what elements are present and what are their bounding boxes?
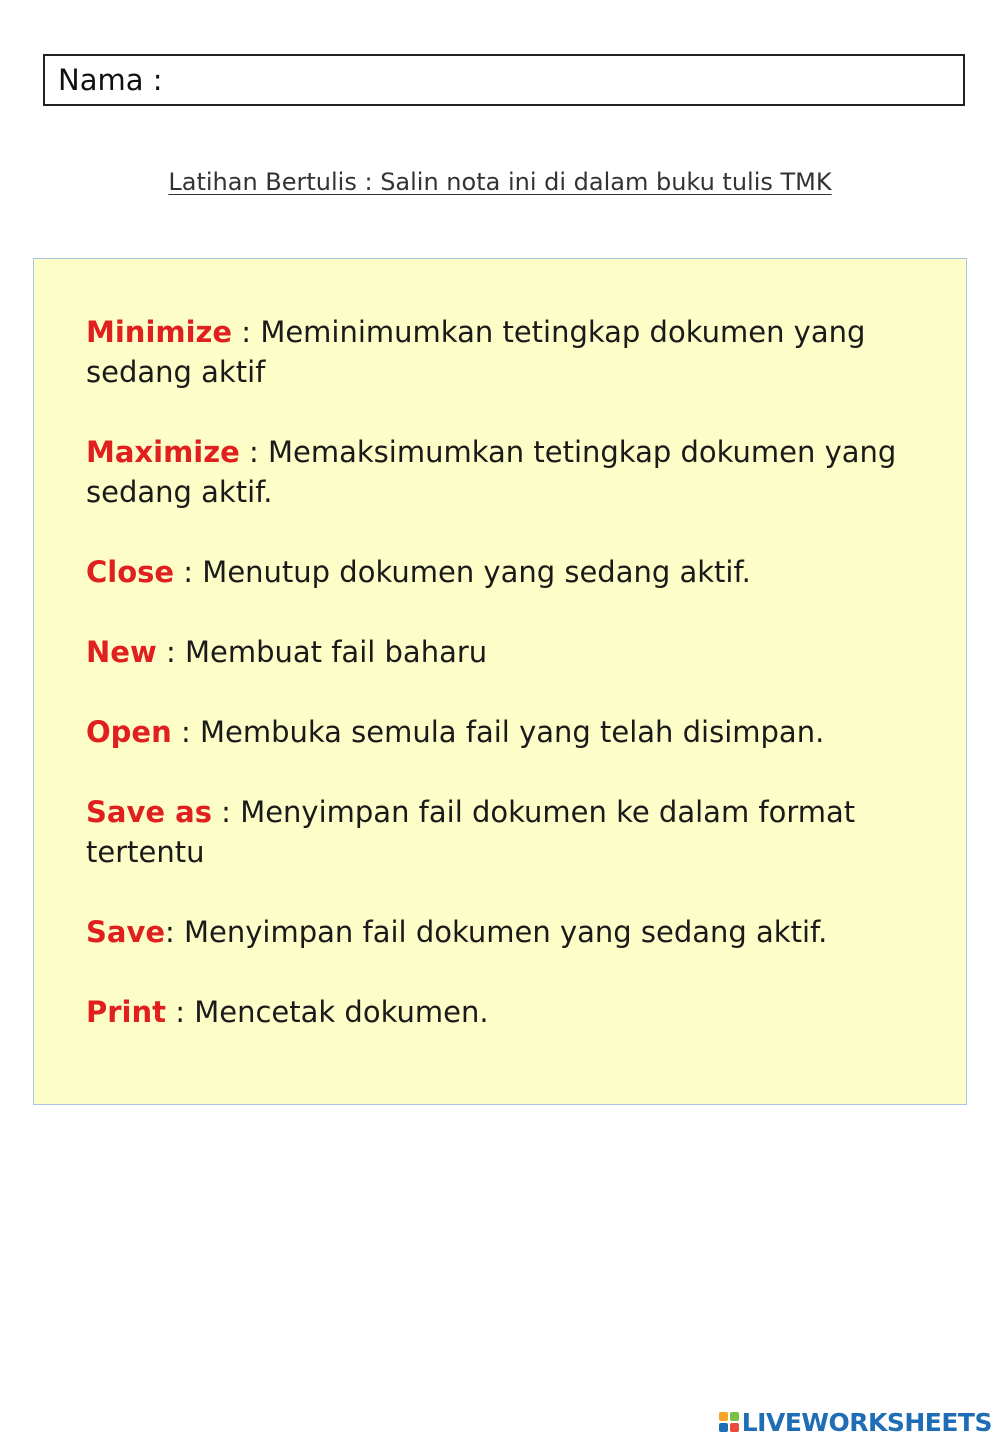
note-description: Menutup dokumen yang sedang aktif. [202,555,751,589]
note-term: Print [86,995,167,1029]
note-description: Membuat fail baharu [184,635,488,669]
note-separator: : [156,635,185,669]
note-minimize [86,312,936,392]
notes-panel [33,258,967,1105]
note-term: Open [86,715,172,749]
note-print [86,992,936,1032]
note-separator: : [165,915,185,949]
note-save [86,912,936,952]
note-description: Mencetak dokumen. [194,995,489,1029]
note-description: Membuka semula fail yang telah disimpan. [199,715,825,749]
name-label: Nama : [58,63,163,97]
note-separator: : [166,995,195,1029]
note-description: Memaksimumkan tetingkap dokumen yang sedang aktif. [86,435,897,509]
note-open [86,712,936,752]
note-term: New [86,635,157,669]
note-save-as [86,792,936,872]
note-term: Close [86,555,175,589]
note-new [86,632,936,672]
logo-text: LIVEWORKSHEETS [741,1407,992,1437]
liveworksheets-logo-icon [719,1412,739,1432]
note-description: Meminimumkan tetingkap dokumen yang sedang aktif [86,315,866,389]
note-term: Save as [86,795,212,829]
note-description: Menyimpan fail dokumen ke dalam format tertentu [86,795,856,869]
note-term: Save [86,915,166,949]
instruction-title: Latihan Bertulis : Salin nota ini di dalam buku tulis TMK [168,168,832,196]
name-field[interactable] [43,54,965,106]
note-separator: : [174,555,203,589]
note-term: Minimize [86,315,233,349]
note-separator: : [232,315,261,349]
note-separator: : [239,435,268,469]
note-description: Menyimpan fail dokumen yang sedang aktif. [184,915,828,949]
note-maximize [86,432,936,512]
note-separator: : [171,715,200,749]
note-close [86,552,936,592]
note-separator: : [211,795,241,829]
note-term: Maximize [86,435,240,469]
liveworksheets-logo[interactable] [719,1407,992,1437]
